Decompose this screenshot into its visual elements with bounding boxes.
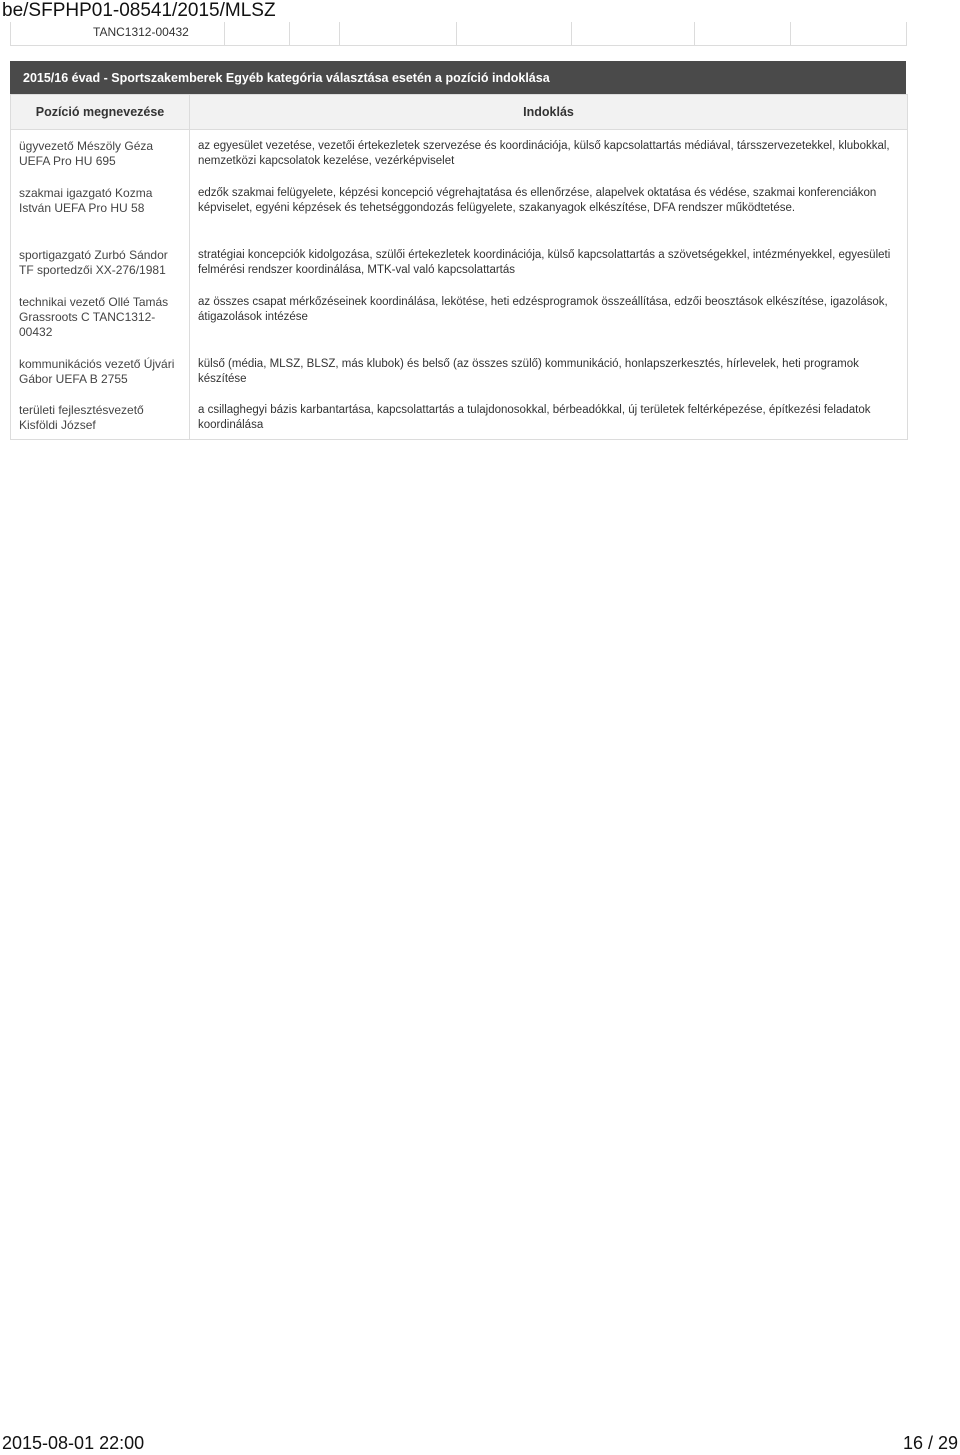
position-name: szakmai igazgató Kozma István UEFA Pro HU 58 (19, 185, 153, 215)
table-row (11, 130, 908, 177)
document-id: be/SFPHP01-08541/2015/MLSZ (2, 0, 276, 21)
table-row (11, 286, 908, 348)
section-title: 2015/16 évad - Sportszakemberek Egyéb kategória választása esetén a pozíció indoklása (10, 61, 906, 94)
footer-timestamp: 2015-08-01 22:00 (2, 1433, 145, 1453)
table-row (11, 177, 908, 239)
table-row (11, 239, 908, 286)
position-reason: külső (média, MLSZ, BLSZ, más klubok) és belső (az összes szülő) kommunikáció, honlapszerkesztés, hírlevelek, heti programok készítése (198, 357, 859, 385)
position-reason-table (10, 94, 908, 440)
position-name: területi fejlesztésvezető Kisföldi József (19, 402, 144, 432)
table-divider (694, 22, 695, 46)
table-divider (224, 22, 225, 46)
position-reason: az összes csapat mérkőzéseinek koordinálása, lekötése, heti edzésprogramok összeállítása, edzői beosztások elkészítése, igazolások, átigazolások intézése (198, 295, 888, 323)
previous-table-code: TANC1312-00432 (93, 25, 189, 39)
table-row (11, 394, 908, 440)
position-name: ügyvezető Mészöly Géza UEFA Pro HU 695 (19, 139, 154, 168)
position-reason: az egyesület vezetése, vezetői értekezletek szervezése és koordinációja, külső kapcsolattartás médiával, társszervezetekkel, klubokkal, nemzetközi kapcsolatok kezelése, vezérképviselet (198, 140, 890, 167)
position-name: sportigazgató Zurbó Sándor TF sportedzői XX-276/1981 (19, 247, 168, 277)
column-header-reason: Indoklás (190, 95, 908, 130)
table-divider (790, 22, 791, 46)
previous-table-fragment (10, 22, 906, 46)
position-reason: edzők szakmai felügyelete, képzési koncepció végrehajtatása és ellenőrzése, alapelvek oktatása és védése, szakmai konferenciákon képviselet, egyéni képzések és tehetséggondozás felügyelete, szakanyagok elkészítése, DFA rendszer működtetése. (198, 186, 877, 214)
position-reason: stratégiai koncepciók kidolgozása, szülői értekezletek koordinációja, külső kapcsolattartás a szövetségekkel, intézményekkel, egyesületi felmérési rendszer koordinálása, MTK-val való kapcsolattartás (198, 248, 891, 276)
table-divider (906, 22, 907, 46)
table-divider (456, 22, 457, 46)
position-name: technikai vezető Ollé Tamás Grassroots C TANC1312-00432 (19, 294, 169, 339)
table-row (11, 348, 908, 394)
table-divider (339, 22, 340, 46)
page-number: 16 / 29 (902, 1433, 958, 1453)
table-header-row (11, 95, 908, 130)
position-reason: a csillaghegyi bázis karbantartása, kapcsolattartás a tulajdonosokkal, bérbeadókkal, új területek feltérképezése, építkezési feladatok koordinálása (198, 403, 871, 431)
table-divider (571, 22, 572, 46)
position-name: kommunikációs vezető Újvári Gábor UEFA B 2755 (19, 356, 175, 386)
column-header-position: Pozíció megnevezése (11, 95, 190, 130)
table-divider (289, 22, 290, 46)
